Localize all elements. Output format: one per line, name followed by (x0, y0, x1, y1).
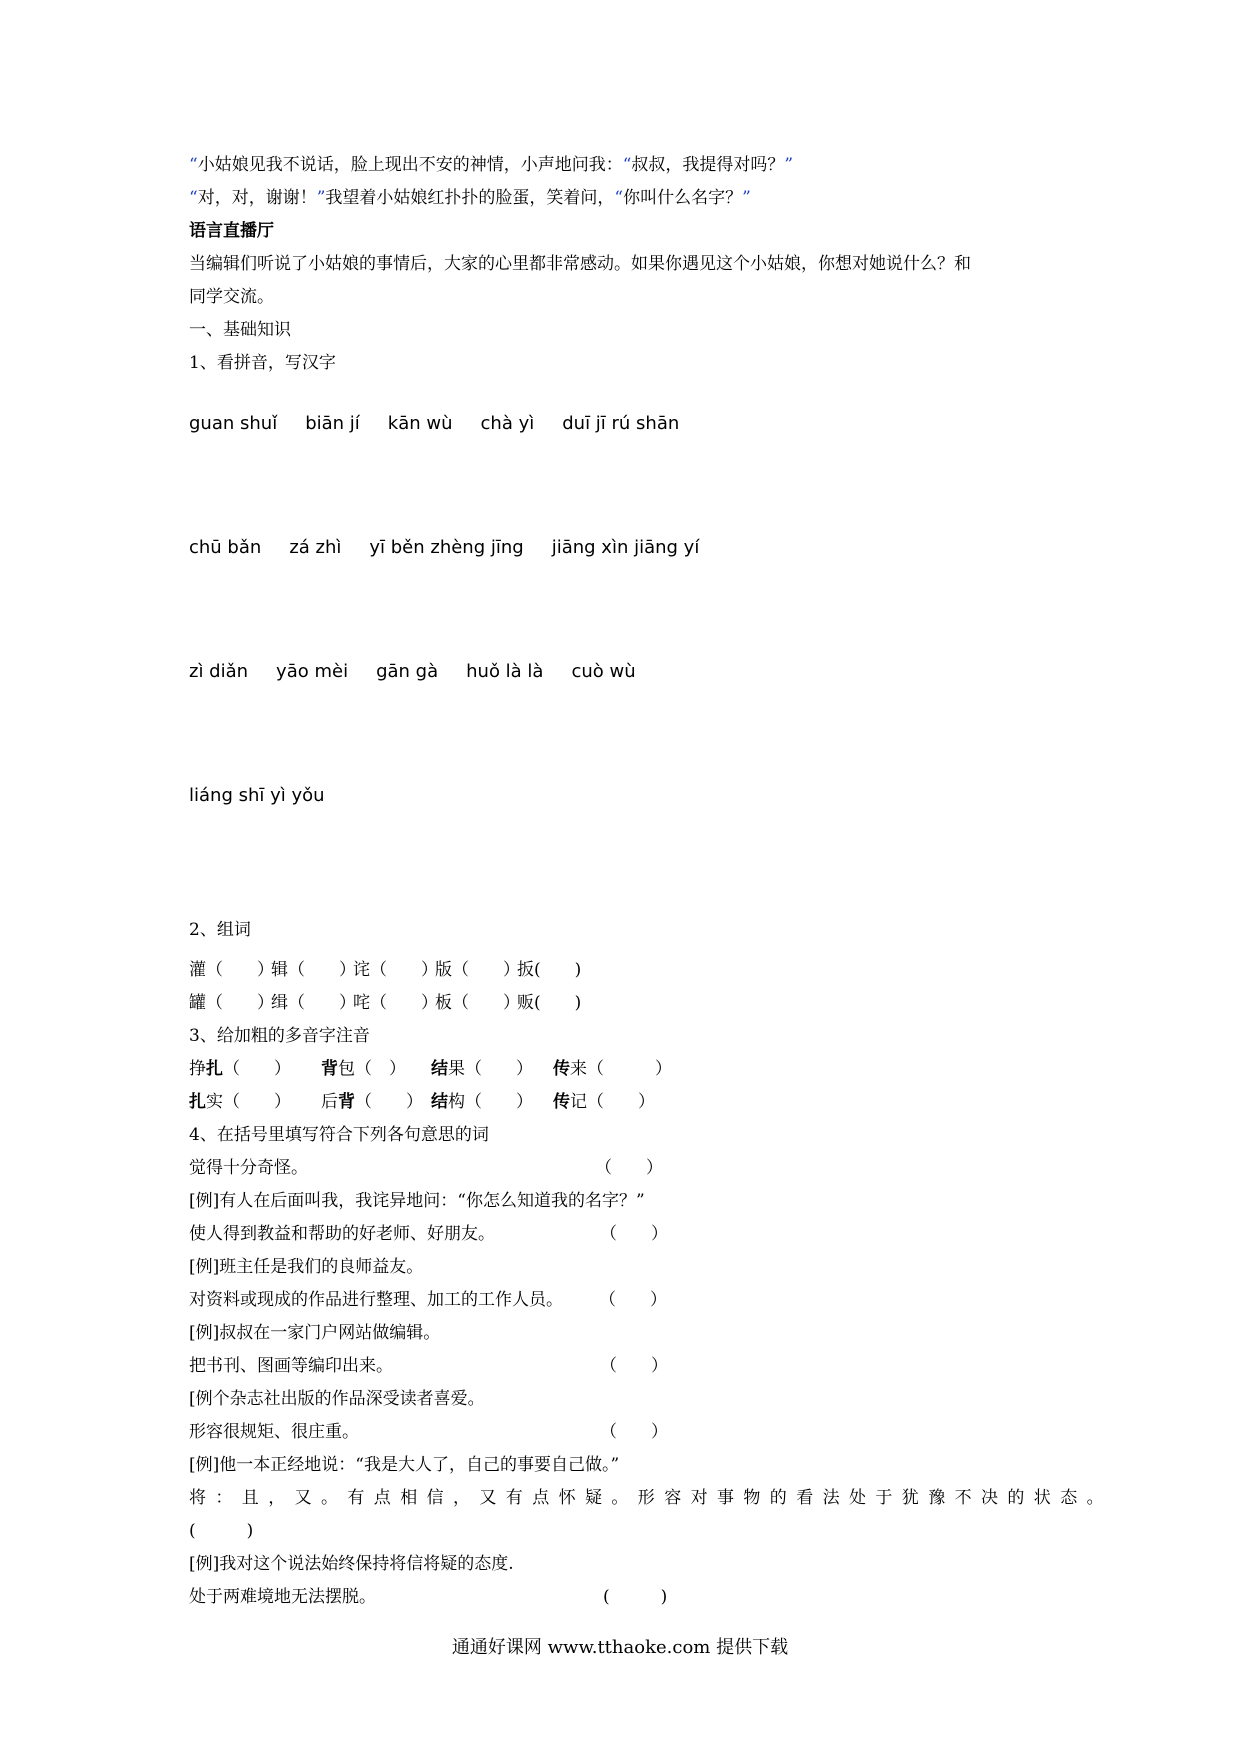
polyphone-item (189, 1057, 321, 1081)
dialogue-text: 对，对，谢谢！ (197, 188, 317, 208)
plain-char: 挣 (189, 1059, 206, 1079)
q4-title: 4、在括号里填写符合下列各句意思的词 (189, 1125, 489, 1145)
pinyin-row-1 (189, 412, 707, 436)
blank: 记（ ） (570, 1092, 655, 1112)
word-blank: 灌（ ） (189, 960, 274, 980)
q4-definition: 形容很规矩、很庄重。 (189, 1422, 359, 1442)
quote-mark: “ (189, 188, 198, 208)
q4-example: [例个杂志社出版的作品深受读者喜爱。 (189, 1389, 485, 1409)
pinyin-item: gān gà (376, 661, 439, 682)
q3-title: 3、给加粗的多音字注音 (189, 1026, 370, 1046)
dialogue-text: 叔叔，我提得对吗？ (631, 155, 785, 175)
answer-blank: （ ） (600, 1224, 668, 1244)
q2-title: 2、组词 (189, 920, 251, 940)
answer-blank: ( ) (189, 1521, 254, 1541)
answer-blank: （ ） (600, 1356, 668, 1376)
polyphone-item (189, 1090, 321, 1114)
q4-example: [例]班主任是我们的良师益友。 (189, 1257, 424, 1277)
pinyin-item: liáng shī yì yǒu (189, 785, 325, 806)
section-heading: 语言直播厅 (189, 221, 274, 241)
word-blank: 咤（ ） (353, 993, 438, 1013)
answer-blank: ( ) (603, 1587, 668, 1607)
answer-blank: （ ） (595, 1158, 663, 1178)
polyphone-item (553, 1090, 655, 1114)
pinyin-item: zì diǎn (189, 661, 249, 682)
pinyin-item: cuò wù (571, 661, 636, 682)
pinyin-item: biān jí (305, 413, 360, 434)
plain-char: 后 (321, 1092, 338, 1112)
dialogue-text: 你叫什么名字？ (623, 188, 743, 208)
dialogue-line-1 (189, 153, 793, 177)
pinyin-item: chū bǎn (189, 537, 262, 558)
bold-char: 扎 (206, 1059, 223, 1079)
pinyin-item: chà yì (480, 413, 535, 434)
dialogue-line-2 (189, 186, 751, 210)
page-footer: 通通好课网 www.tthaoke.com 提供下载 (451, 1637, 789, 1658)
word-blank: 板（ ） (435, 993, 520, 1013)
blank: 包（ ） (338, 1059, 406, 1079)
bold-char: 传 (553, 1059, 570, 1079)
word-blank: 贩( ) (517, 993, 582, 1013)
bold-char: 结 (431, 1059, 448, 1079)
q3-row-1 (189, 1057, 672, 1081)
q4-example: [例]有人在后面叫我，我诧异地问：“你怎么知道我的名字？” (189, 1191, 645, 1211)
answer-blank: （ ） (599, 1290, 667, 1310)
word-blank: 辑（ ） (271, 960, 356, 980)
part-one-heading: 一、基础知识 (189, 320, 291, 340)
pinyin-item: yī běn zhèng jīng (369, 537, 524, 558)
word-blank: 版（ ） (435, 960, 520, 980)
q4-example: [例]叔叔在一家门户网站做编辑。 (189, 1323, 441, 1343)
quote-mark: ” (784, 155, 794, 175)
blank: 果（ ） (448, 1059, 533, 1079)
quote-mark: ” (316, 188, 326, 208)
quote-mark: “ (614, 188, 624, 208)
q2-row-2 (189, 991, 599, 1015)
blank: 构（ ） (448, 1092, 533, 1112)
q2-row-1 (189, 958, 599, 982)
pinyin-item: duī jī rú shān (562, 413, 680, 434)
q4-definition (189, 1156, 308, 1180)
polyphone-item (553, 1057, 672, 1081)
polyphone-item (431, 1057, 553, 1081)
intro-line-2: 同学交流。 (189, 287, 274, 307)
intro-line-1: 当编辑们听说了小姑娘的事情后，大家的心里都非常感动。如果你遇见这个小姑娘，你想对她说什么？和 (189, 254, 971, 274)
polyphone-item (431, 1090, 553, 1114)
q4-definition: 将：且，又。有点相信，又有点怀疑。形容对事物的看法处于犹豫不决的状态。 (189, 1488, 1113, 1508)
q4-definition: 对资料或现成的作品进行整理、加工的工作人员。 (189, 1290, 563, 1310)
dialogue-text: 小姑娘见我不说话，脸上现出不安的神情，小声地问我： (197, 155, 623, 175)
blank: 来（ ） (570, 1059, 672, 1079)
dialogue-text: 我望着小姑娘红扑扑的脸蛋，笑着问， (325, 188, 615, 208)
word-blank: 诧（ ） (353, 960, 438, 980)
blank: （ ） (355, 1092, 423, 1112)
q4-definition: 使人得到教益和帮助的好老师、好朋友。 (189, 1224, 495, 1244)
word-blank: 扳( ) (517, 960, 582, 980)
quote-mark: “ (189, 155, 198, 175)
word-blank: 缉（ ） (271, 993, 356, 1013)
polyphone-item (321, 1057, 431, 1081)
q4-definition: 处于两难境地无法摆脱。 (189, 1587, 376, 1607)
q4-example: [例]他一本正经地说：“我是大人了，自己的事要自己做。” (189, 1455, 620, 1475)
quote-mark: “ (622, 155, 632, 175)
polyphone-item (321, 1090, 431, 1114)
pinyin-item: jiāng xìn jiāng yí (551, 537, 700, 558)
definition-text: 觉得十分奇怪。 (189, 1158, 308, 1178)
q4-example: [例]我对这个说法始终保持将信将疑的态度. (189, 1554, 514, 1574)
quote-mark: ” (742, 188, 751, 208)
q4-definition: 把书刊、图画等编印出来。 (189, 1356, 393, 1376)
pinyin-item: guan shuǐ (189, 413, 278, 434)
word-blank: 罐（ ） (189, 993, 274, 1013)
pinyin-row-3 (189, 660, 664, 684)
bold-char: 扎 (189, 1092, 206, 1112)
pinyin-item: yāo mèi (276, 661, 349, 682)
blank: （ ） (223, 1059, 291, 1079)
pinyin-item: huǒ là là (466, 661, 544, 682)
pinyin-row-4 (189, 784, 353, 808)
answer-blank: （ ） (600, 1422, 668, 1442)
pinyin-row-2 (189, 536, 727, 560)
bold-char: 结 (431, 1092, 448, 1112)
q1-title: 1、看拼音，写汉字 (189, 353, 336, 373)
pinyin-item: kān wù (387, 413, 453, 434)
bold-char: 传 (553, 1092, 570, 1112)
bold-char: 背 (321, 1059, 338, 1079)
pinyin-item: zá zhì (289, 537, 342, 558)
blank: 实（ ） (206, 1092, 291, 1112)
bold-char: 背 (338, 1092, 355, 1112)
q3-row-2 (189, 1090, 655, 1114)
